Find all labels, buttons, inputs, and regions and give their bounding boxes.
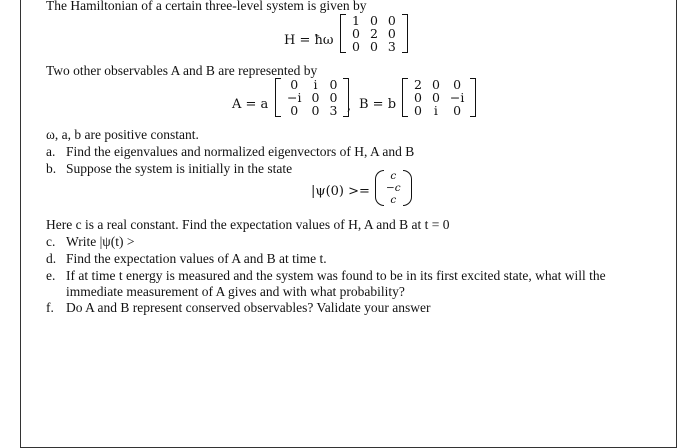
item-a-text: Find the eigenvalues and normalized eigenvectors of H, A and B [66, 144, 415, 159]
a-matrix-row [282, 104, 342, 117]
a-matrix-cell: i [313, 77, 318, 92]
b-lhs: B = b [359, 97, 397, 112]
item-c-text: Write |ψ(t) > [66, 234, 135, 249]
h-matrix-cell: 0 [369, 13, 378, 28]
a-matrix [275, 77, 352, 118]
item-a-letter: a. [46, 144, 56, 159]
observables-intro: Two other observables A and B are represented by [46, 63, 318, 78]
h-matrix-cell: 0 [387, 26, 396, 41]
h-lhs: H = ħω [284, 33, 334, 48]
item-b-text: Suppose the system is initially in the state [66, 161, 293, 176]
here-c-text: Here c is a real constant. Find the expectation values of H, A and B at t = 0 [46, 217, 450, 232]
b-matrix-cell: −i [449, 90, 465, 105]
h-matrix-row [347, 40, 401, 53]
h-matrix-cell: 0 [387, 13, 396, 28]
b-matrix-cell: 0 [453, 77, 462, 92]
b-matrix-row [409, 104, 469, 117]
item-f-letter: f. [46, 300, 54, 315]
h-matrix-cell: 0 [352, 39, 360, 54]
a-lhs: A = a [232, 97, 269, 112]
item-b [46, 161, 292, 177]
item-b-letter: b. [46, 161, 57, 176]
item-a [46, 144, 414, 160]
a-matrix-cell: 0 [290, 77, 299, 92]
state-comp-1: c [390, 170, 397, 182]
state-vector [375, 170, 412, 206]
a-matrix-cell: 0 [311, 90, 320, 105]
b-matrix-cell: 0 [414, 90, 422, 105]
a-matrix-cell: −i [287, 90, 302, 105]
item-c [46, 234, 134, 250]
item-f-text: Do A and B represent conserved observables? Validate your answer [66, 300, 431, 315]
item-d [46, 251, 327, 267]
b-matrix-cell: 0 [453, 103, 462, 118]
h-matrix-cell: 3 [387, 39, 396, 54]
b-matrix-cell: 2 [414, 77, 422, 92]
h-matrix-cell: 2 [369, 26, 378, 41]
item-d-letter: d. [46, 251, 57, 266]
a-matrix-cell: 0 [311, 103, 320, 118]
a-matrix-cell: 0 [290, 103, 299, 118]
state-lhs: |ψ(0) >= [311, 184, 370, 199]
state-comp-3: c [390, 194, 397, 206]
a-matrix-cell: 3 [329, 103, 338, 118]
a-matrix-cell: 0 [329, 90, 338, 105]
item-c-letter: c. [46, 234, 56, 249]
item-f [46, 300, 431, 316]
item-e [46, 268, 606, 284]
constants-text: ω, a, b are positive constant. [46, 127, 199, 142]
b-matrix-cell: 0 [431, 77, 440, 92]
state-comp-2: −c [386, 182, 401, 194]
item-e-cont: immediate measurement of A gives and with what probability? [66, 284, 405, 299]
h-matrix-cell: 0 [352, 26, 360, 41]
item-d-text: Find the expectation values of A and B at time t. [66, 251, 327, 266]
a-matrix-cell: 0 [329, 77, 338, 92]
item-e-letter: e. [46, 268, 56, 283]
h-matrix-cell: 1 [352, 13, 360, 28]
h-matrix-cell: 0 [369, 39, 378, 54]
b-matrix-cell: i [433, 103, 438, 118]
h-matrix [340, 14, 408, 53]
item-e-text: If at time t energy is measured and the system was found to be in its first excited state, what will the [66, 268, 606, 283]
b-matrix [402, 78, 476, 117]
b-matrix-cell: 0 [414, 103, 422, 118]
comma: , [347, 99, 352, 114]
b-matrix-cell: 0 [431, 90, 440, 105]
intro-text: The Hamiltonian of a certain three-level system is given by [46, 0, 367, 13]
